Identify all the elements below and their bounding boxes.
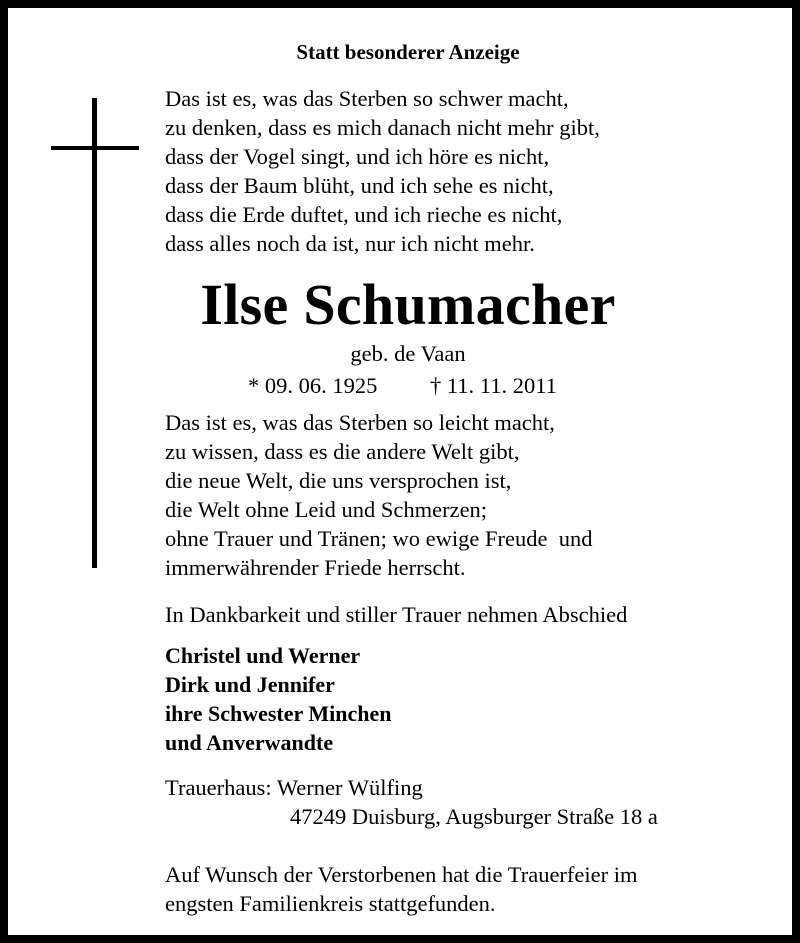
mourning-house-label: Trauerhaus: Werner Wülfing [165,775,423,800]
verse-line: zu wissen, dass es die andere Welt gibt, [165,439,520,464]
mourning-house-address: 47249 Duisburg, Augsburger Straße 18 a [290,804,658,829]
death-date: † 11. 11. 2011 [430,373,557,398]
verse-line: immerwährender Friede herrscht. [165,555,466,580]
cross-icon-bar [51,146,139,150]
mourner-entry: Dirk und Jennifer [165,672,335,697]
notice-line: engsten Familienkreis stattgefunden. [165,891,496,916]
deceased-name: Ilse Schumacher [200,272,616,337]
birth-date: * 09. 06. 1925 [248,373,378,398]
verse-line: dass der Baum blüht, und ich sehe es nicht, [165,173,554,198]
verse-line: zu denken, dass es mich danach nicht mehr gibt, [165,115,600,140]
verse-line: Das ist es, was das Sterben so leicht macht, [165,410,555,435]
verse-line: dass der Vogel singt, und ich höre es nicht, [165,144,550,169]
mourner-entry: ihre Schwester Minchen [165,701,392,726]
mourner-entry: und Anverwandte [165,730,334,755]
verse-line: die neue Welt, die uns versprochen ist, [165,468,512,493]
verse-line: die Welt ohne Leid und Schmerzen; [165,497,488,522]
mourners-list [165,641,392,757]
farewell-text: In Dankbarkeit und stiller Trauer nehmen Abschied [165,602,628,627]
verse-two [165,408,592,582]
verse-line: dass die Erde duftet, und ich rieche es nicht, [165,202,563,227]
verse-one [165,84,600,258]
heading: Statt besonderer Anzeige [296,40,520,64]
mourner-entry: Christel und Werner [165,643,361,668]
verse-line: Das ist es, was das Sterben so schwer macht, [165,86,569,111]
notice-line: Auf Wunsch der Verstorbenen hat die Trauerfeier im [165,862,638,887]
maiden-name: geb. de Vaan [350,341,466,366]
verse-line: dass alles noch da ist, nur ich nicht mehr. [165,231,535,256]
funeral-notice [165,860,638,918]
verse-line: ohne Trauer und Tränen; wo ewige Freude und [165,526,593,551]
